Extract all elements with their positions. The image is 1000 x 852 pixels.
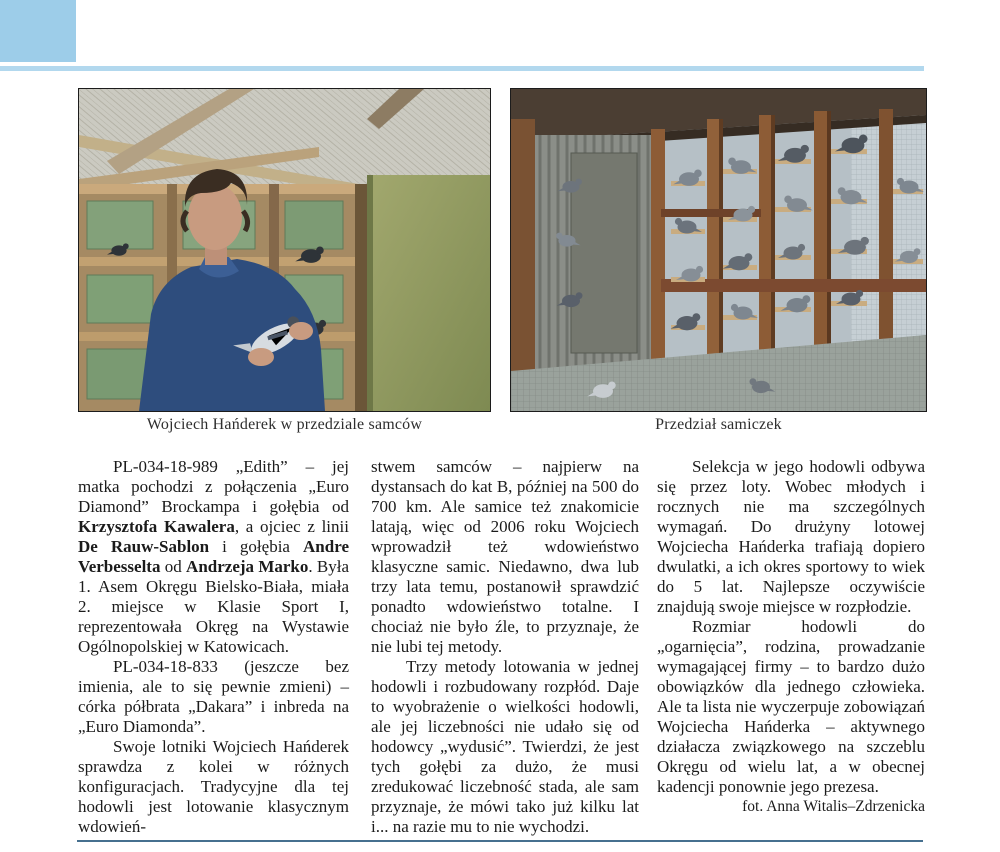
paragraph xyxy=(78,457,349,657)
article-column-1 xyxy=(78,457,349,837)
text-run: od xyxy=(160,557,187,576)
right-photo-caption: Przedział samiczek xyxy=(655,416,782,433)
footer-rule xyxy=(77,840,923,842)
male-compartment-photo-art xyxy=(79,89,490,411)
female-compartment-photo-art xyxy=(511,89,926,411)
top-accent-bar xyxy=(0,66,924,71)
paragraph: Rozmiar hodowli do „ogarnięcia”, rodzina, prowadzanie wymagającej firmy – to bardzo dużo obowiązków dla jednego człowieka. Ale ta lista nie wyczerpuje zobowiązań Wojciecha Hańderka – aktywnego działacza związkowego na szczeblu Okręgu od wielu lat, a w obecnej kadencji ponownie jego prezesa. xyxy=(657,617,925,796)
article-column-2 xyxy=(371,457,639,837)
male-compartment-photo xyxy=(78,88,491,412)
bold-name: Krzysztofa Kawalera xyxy=(78,517,235,536)
bold-name: De Rauw-Sablon xyxy=(78,537,210,556)
loft-door xyxy=(367,175,490,411)
article-column-3 xyxy=(657,457,925,817)
paragraph: PL-034-18-833 (jeszcze bez imienia, ale to się pewnie zmieni) – córka półbrata „Dakara” i inbreda na „Euro Diamonda”. xyxy=(78,657,349,736)
paragraph: Selekcja w jego hodowli odbywa się przez loty. Wobec młodych i rocznych nie ma szczególnych wymagań. Do drużyny lotowej Wojciecha Hańderka trafiają dopiero dwulatki, a ich okres sportowy to wiek do 5 lat. Najlepsze oczywiście znajdują swoje miejsce w rozpłodzie. xyxy=(657,457,925,616)
corner-accent-block xyxy=(0,0,76,62)
text-run: , a ojciec z linii xyxy=(234,517,349,536)
left-photo-caption: Wojciech Hańderek w przedziale samców xyxy=(146,416,423,433)
photo-credit: fot. Anna Witalis–Zdrzenicka xyxy=(742,798,925,815)
text-run: i gołębia xyxy=(209,537,304,556)
text-run: PL-034-18-989 „Edith” – jej matka pochodzi z połączenia „Euro Diamond” Brockampa i gołębia od xyxy=(78,457,349,516)
paragraph: stwem samców – najpierw na dystansach do kat B, później na 500 do 700 km. Ale samice też znakomicie latają, więc od 2006 roku Wojciech wprowadził też wdowieństwo klasyczne samic. Niedawno, dwa lub trzy lata temu, postanowił sprawdzić ponadto wdowieństwo totalne. I chociaż nie było źle, to przyznaje, że nie lubi tej metody. xyxy=(371,457,639,656)
bold-name: Andrzeja Marko xyxy=(186,557,309,576)
female-compartment-photo xyxy=(510,88,927,412)
text-run: . Była 1. Asem Okręgu Bielsko-Biała, miała 2. miejsce w Klasie Sport I, reprezentowała Okręg na Wystawie Ogólnopolskiej w Katowicach. xyxy=(78,557,350,656)
paragraph: Trzy metody lotowania w jednej hodowli i rozbudowany rozpłód. Daje to wyobrażenie o wielkości hodowli, ale jej liczebności nie udało się od hodowcy „wydusić”. Twierdzi, że jest tych gołębi za dużo, że musi zredukować liczebność stada, ale sam przyznaje, że mówi tako już kilku lat i... na razie mu to nie wychodzi. xyxy=(371,657,639,836)
paragraph: Swoje lotniki Wojciech Hańderek sprawdza z kolei w różnych konfiguracjach. Tradycyjne dla tej hodowli jest lotowanie klasycznym wdowień- xyxy=(78,737,349,836)
bold-name: Andre Verbesselta xyxy=(78,537,349,576)
